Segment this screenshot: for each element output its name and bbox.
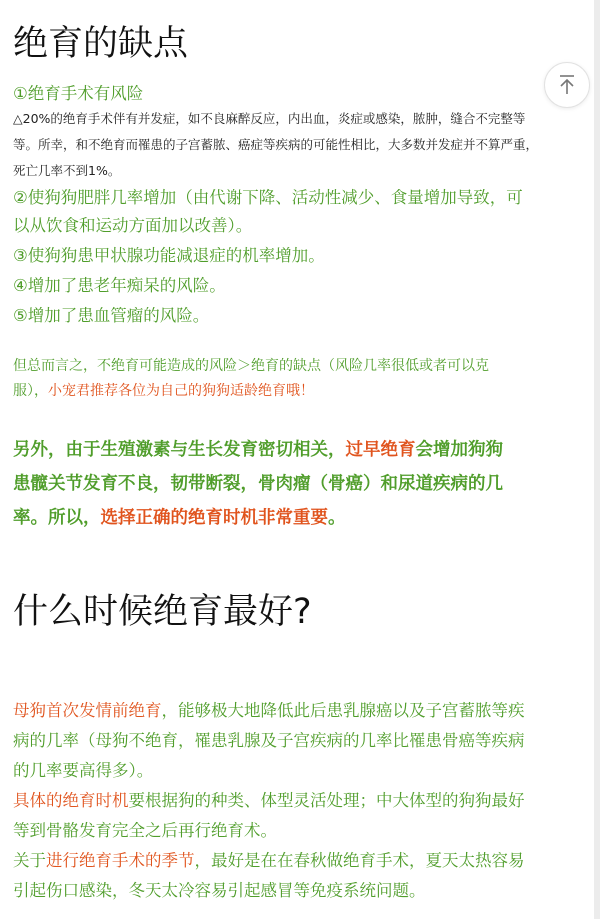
back-to-top-button[interactable] — [544, 62, 590, 108]
point-obesity-line-1: ②使狗狗肥胖几率增加（由代谢下降、活动性减少、食量增加导致，可 — [13, 188, 523, 207]
point-hemangioma: ⑤增加了患血管瘤的风险。 — [13, 306, 210, 325]
section-title-drawbacks: 绝育的缺点 — [13, 24, 189, 64]
summary-recommendation: 小宠君推荐各位为自己的狗狗适龄绝育哦！ — [48, 383, 314, 399]
extra-line-3-tail: 。 — [328, 508, 346, 528]
risk-text-line-3: 死亡几率不到1%。 — [13, 163, 121, 178]
p1-line-1 — [13, 697, 525, 721]
extra-line-3 — [13, 504, 346, 529]
p3-line-1-tail: ，最好是在在春秋做绝育手术，夏天太热容易 — [194, 851, 525, 870]
extra-early-neuter: 过早绝育 — [345, 440, 416, 460]
summary-line-2-green: 服）， — [13, 383, 48, 399]
p1-first-heat: 母狗首次发情前绝育 — [13, 701, 162, 720]
summary-line-1: 但总而言之，不绝育可能造成的风险＞绝育的缺点（风险几率很低或者可以克 — [13, 358, 489, 374]
p1-line-1-green: ，能够极大地降低此后患乳腺癌以及子宫蓄脓等疾 — [161, 701, 525, 720]
risk-text-line-1: △20%的绝育手术伴有并发症，如不良麻醉反应，内出血，炎症或感染，脓肿，缝合不完整等 — [13, 111, 526, 126]
point-dementia: ④增加了患老年痴呆的风险。 — [13, 276, 226, 295]
extra-line-1-tail: 会增加狗狗 — [415, 440, 503, 460]
risk-heading: ①绝育手术有风险 — [13, 84, 144, 103]
p1-line-2: 病的几率（母狗不绝育，罹患乳腺及子宫疾病的几率比罹患骨癌等疾病 — [13, 731, 525, 750]
p3-line-2: 引起伤口感染，冬天太冷容易引起感冒等免疫系统问题。 — [13, 881, 426, 900]
p1-line-3: 的几率要高得多）。 — [13, 761, 154, 780]
p2-line-1 — [13, 787, 525, 811]
summary-line-2 — [13, 380, 314, 400]
point-obesity-line-2: 以从饮食和运动方面加以改善）。 — [13, 216, 253, 235]
p3-about: 关于 — [13, 851, 46, 870]
extra-line-1 — [13, 436, 503, 461]
p3-line-1 — [13, 847, 525, 871]
p3-season: 进行绝育手术的季节 — [46, 851, 195, 870]
risk-text-line-2: 等。所幸，和不绝育而罹患的子宫蓄脓、癌症等疾病的可能性相比，大多数并发症并不算严重， — [13, 137, 539, 152]
scrollbar-track[interactable] — [594, 0, 600, 919]
extra-line-1-green: 另外，由于生殖激素与生长发育密切相关， — [13, 440, 346, 460]
p2-line-1-green: 要根据狗的种类、体型灵活处理；中大体型的狗狗最好 — [128, 791, 525, 810]
extra-timing-important: 选择正确的绝育时机非常重要 — [100, 508, 328, 528]
extra-line-3-green: 率。所以， — [13, 508, 101, 528]
point-thyroid: ③使狗狗患甲状腺功能减退症的机率增加。 — [13, 246, 325, 265]
section-title-best-time: 什么时候绝育最好? — [13, 592, 312, 632]
extra-line-2: 患髋关节发育不良，韧带断裂，骨肉瘤（骨癌）和尿道疾病的几 — [13, 474, 503, 494]
p2-timing: 具体的绝育时机 — [13, 791, 129, 810]
arrow-up-icon — [557, 74, 577, 96]
p2-line-2: 等到骨骼发育完全之后再行绝育术。 — [13, 821, 277, 840]
